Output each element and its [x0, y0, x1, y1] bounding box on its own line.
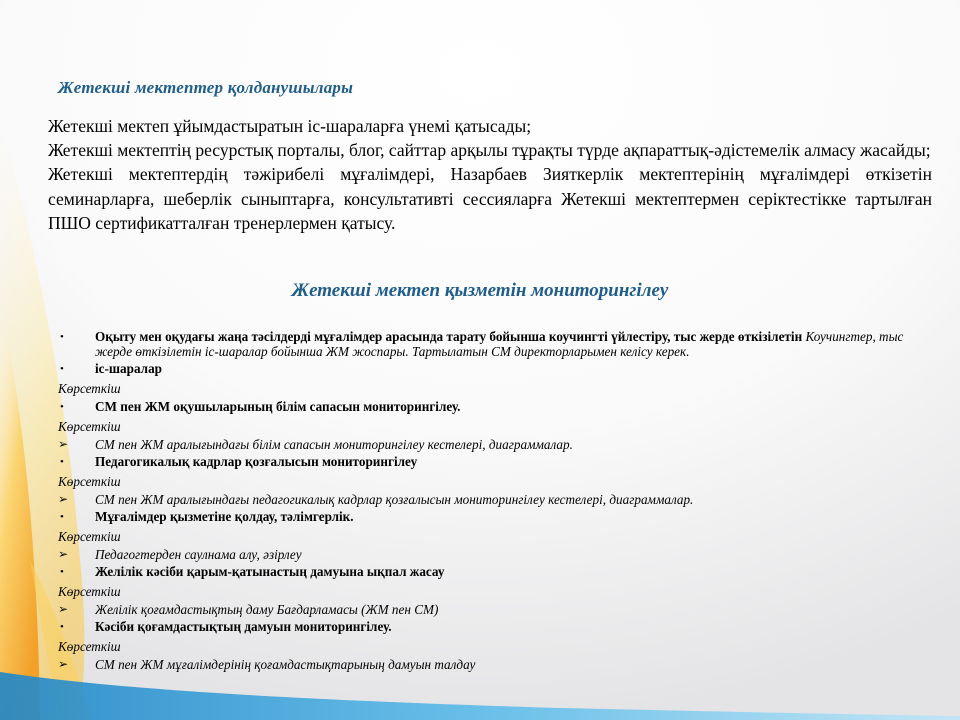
arrow-bullet-icon: ➢: [58, 547, 69, 561]
item-title: Оқыту мен оқудағы жаңа тәсілдерді мұғалімдер арасында тарату бойынша коучингті үйлестіру, тыс жерде өткізілетін: [95, 329, 803, 344]
item-title: Желілік кәсіби қарым-қатынастың дамуына ықпал жасау: [95, 564, 445, 579]
arrow-bullet-icon: ➢: [58, 492, 69, 506]
indicator-text: Педагогтерден саулнама алу, әзірлеу: [95, 547, 302, 562]
item-title: Кәсіби қоғамдастықтың дамуын мониторингілеу.: [95, 619, 392, 634]
indicator-item: [58, 546, 940, 563]
arrow-bullet-icon: ➢: [58, 437, 69, 451]
bullet-marker: •: [60, 456, 64, 468]
list-item: [58, 362, 940, 376]
item-title: СМ пен ЖМ оқушыларының білім сапасын мониторингілеу.: [95, 399, 461, 414]
indicator-text: СМ пен ЖМ аралығындағы білім сапасын мониторингілеу кестелері, диаграммалар.: [95, 437, 573, 452]
arrow-bullet-icon: ➢: [58, 657, 69, 671]
intro-paragraph: Жетекші мектеп ұйымдастыратын іс-шараларға үнемі қатысады;: [48, 116, 532, 136]
list-item: [58, 620, 940, 634]
indicator-label: Көрсеткіш: [58, 584, 121, 599]
indicator-label: Көрсеткіш: [58, 381, 121, 396]
indicator-label: Көрсеткіш: [58, 474, 121, 489]
bullet-marker: •: [60, 363, 64, 375]
indicator-item: [58, 436, 940, 453]
indicator-label: Көрсеткіш: [58, 639, 121, 654]
list-item: [58, 455, 940, 469]
list-item: [58, 330, 940, 359]
intro-paragraph: Жетекші мектептің ресурстық порталы, блог, сайттар арқылы тұрақты түрде ақпараттық-әдістемелік алмасу жасайды;: [48, 140, 931, 161]
indicator-text: Желілік қоғамдастықтың даму Бағдарламасы (ЖМ пен СМ): [95, 602, 439, 617]
intro-paragraph: Жетекші мектептердің тәжірибелі мұғалімдері, Назарбаев Зияткерлік мектептерінің мұғалімдері өткізетін семинарларға, шеберлік сыныптарға, консультативті сессияларға Жетекші мектептермен серіктестікке тартылған ПШО сертификатталған тренерлермен қатысу.: [48, 164, 932, 233]
bullet-marker: •: [60, 331, 64, 343]
item-title: іс-шаралар: [95, 361, 163, 376]
indicator-item: [58, 491, 940, 508]
bullet-marker: •: [60, 621, 64, 633]
list-item: [58, 400, 940, 414]
list-item: [58, 510, 940, 524]
section-heading-monitoring: Жетекші мектеп қызметін мониторингілеу: [291, 280, 669, 301]
intro-text: [48, 114, 932, 235]
item-title: Мұғалімдер қызметіне қолдау, тәлімгерлік.: [95, 509, 354, 524]
indicator-item: [58, 601, 940, 618]
item-note: Коучингтер, тыс жерде өткізілетін іс-шаралар бойынша ЖМ жоспары. Тартылатын СМ директорларымен келісу керек.: [95, 329, 904, 359]
indicator-text: СМ пен ЖМ аралығындағы педагогикалық кадрлар қозғалысын мониторингілеу кестелері, диаграммалар.: [95, 492, 694, 507]
list-item: [58, 565, 940, 579]
bullet-marker: •: [60, 511, 64, 523]
bullet-marker: •: [60, 566, 64, 578]
item-title: Педагогикалық кадрлар қозғалысын мониторингілеу: [95, 454, 418, 469]
indicator-label: Көрсеткіш: [58, 419, 121, 434]
indicator-label: Көрсеткіш: [58, 529, 121, 544]
monitoring-list: [58, 328, 940, 675]
arrow-bullet-icon: ➢: [58, 602, 69, 616]
section-heading-users: Жетекші мектептер қолданушылары: [58, 78, 354, 97]
indicator-item: [58, 656, 940, 673]
bullet-marker: •: [60, 401, 64, 413]
indicator-text: СМ пен ЖМ мұғалімдерінің қоғамдастықтарының дамуын талдау: [95, 657, 476, 672]
